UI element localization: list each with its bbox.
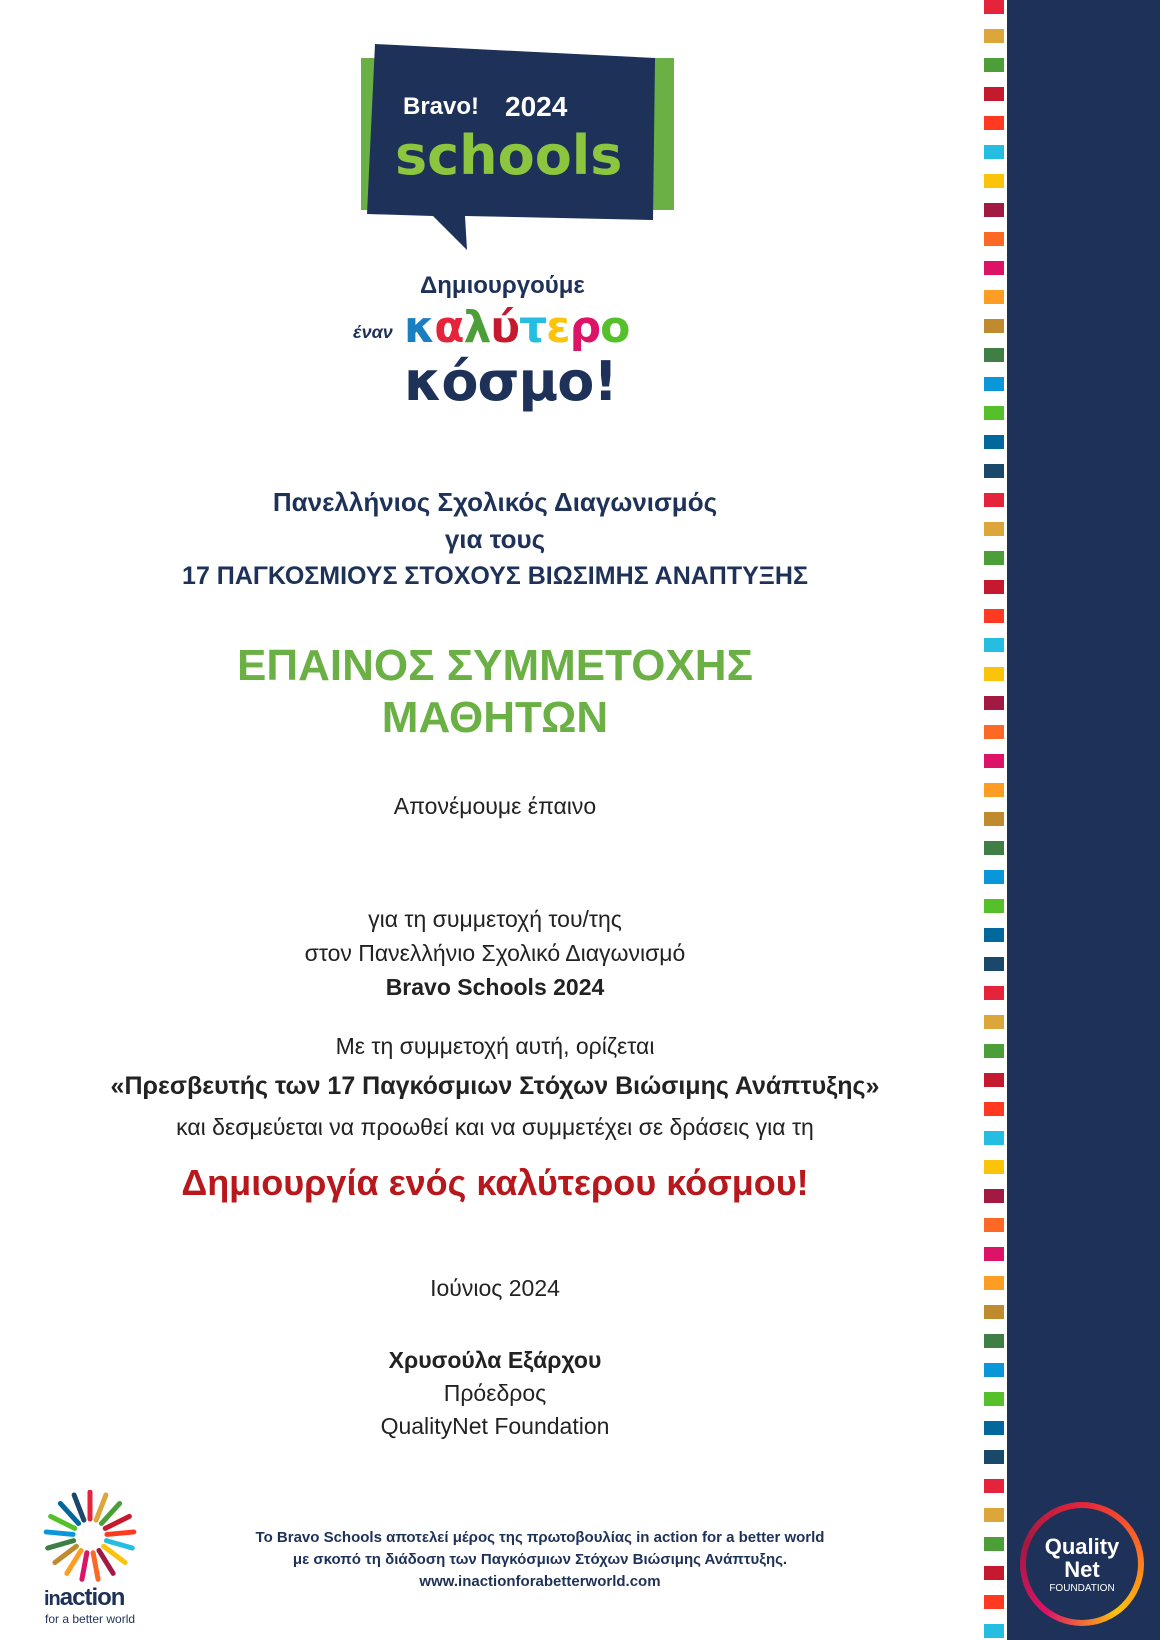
participation-line2: στον Πανελλήνιο Σχολικό Διαγωνισμό xyxy=(304,940,686,966)
sdg-stripe xyxy=(984,1566,1006,1580)
footer-line2: με σκοπό τη διάδοση των Παγκόσμιων Στόχων Βιώσιμης Ανάπτυξης. xyxy=(292,1551,788,1568)
inaction-tagline: for a better world xyxy=(45,1612,136,1626)
sdg-stripe xyxy=(984,87,1006,101)
sdg-stripe xyxy=(984,203,1006,217)
sdg-stripe xyxy=(984,232,1006,246)
award-title xyxy=(0,640,990,744)
sdg-stripe xyxy=(984,174,1006,188)
sdg-stripe xyxy=(984,1595,1006,1609)
sdg-stripe xyxy=(984,261,1006,275)
slogan-letter: ο xyxy=(600,302,630,353)
sdg-stripe xyxy=(984,435,1006,449)
better-world-slogan: Δημιουργία ενός καλύτερου κόσμου! xyxy=(181,1162,809,1203)
sdg-stripe xyxy=(984,290,1006,304)
ambassador-title: «Πρεσβευτής των 17 Παγκόσμιων Στόχων Βιώσιμης Ανάπτυξης» xyxy=(110,1072,880,1100)
sdg-stripe xyxy=(984,754,1006,768)
qualitynet-logo xyxy=(1020,1502,1144,1626)
date-text: Ιούνιος 2024 xyxy=(430,1275,560,1301)
award-title-line2: ΜΑΘΗΤΩΝ xyxy=(381,693,609,742)
sdg-stripe xyxy=(984,319,1006,333)
sdg-stripe xyxy=(984,145,1006,159)
inaction-in: in xyxy=(44,1588,60,1610)
sdg-stripe xyxy=(984,1624,1006,1638)
signatory-role: Πρόεδρος xyxy=(443,1380,547,1406)
sdg-stripe xyxy=(984,1508,1006,1522)
slogan-letter: ε xyxy=(546,302,570,353)
logo-bravo-text: Bravo! xyxy=(403,93,480,120)
logo-schools-word: schools xyxy=(395,124,623,187)
sdg-stripe xyxy=(984,1305,1006,1319)
sunburst-ray xyxy=(107,1532,134,1534)
footer-line1: Το Bravo Schools αποτελεί μέρος της πρωτοβουλίας in action for a better world xyxy=(255,1529,825,1546)
slogan-letter: κ xyxy=(404,302,435,353)
sunburst-ray xyxy=(106,1541,132,1548)
inaction-logo-text xyxy=(44,1584,124,1612)
sdg-stripe xyxy=(984,1218,1006,1232)
sdg-stripe xyxy=(984,116,1006,130)
inaction-action: action xyxy=(59,1584,125,1611)
commitment-text: και δεσμεύεται να προωθεί και να συμμετέχει σε δράσεις για τη xyxy=(176,1114,814,1140)
sdg-stripe xyxy=(984,841,1006,855)
sunburst-ray xyxy=(96,1495,106,1520)
participation-line1: για τη συμμετοχή του/της xyxy=(368,906,622,932)
sunburst-ray xyxy=(46,1532,73,1534)
sdg-stripe xyxy=(984,1247,1006,1261)
sdg-stripe xyxy=(984,0,1006,14)
competition-name: Bravo Schools 2024 xyxy=(385,974,605,1000)
sdg-stripe xyxy=(984,609,1006,623)
sdg-stripe xyxy=(984,464,1006,478)
signatory-organization: QualityNet Foundation xyxy=(380,1413,610,1439)
sdg-stripe xyxy=(984,1479,1006,1493)
sdg-stripe xyxy=(984,29,1006,43)
slogan-letter: τ xyxy=(519,302,547,353)
sunburst-ray xyxy=(93,1553,98,1580)
qualitynet-foundation: FOUNDATION xyxy=(1049,1583,1115,1594)
footer-note xyxy=(200,1527,880,1593)
qualitynet-net: Net xyxy=(1064,1557,1100,1582)
sdg-stripe xyxy=(984,58,1006,72)
inaction-sunburst-icon xyxy=(40,1490,150,1590)
sdg-stripe xyxy=(984,1537,1006,1551)
sdg-stripe xyxy=(984,377,1006,391)
qualitynet-logo-inner xyxy=(1026,1508,1138,1620)
slogan-line1: Δημιουργούμε xyxy=(420,272,585,299)
sdg-stripe xyxy=(984,406,1006,420)
sdg-stripe xyxy=(984,348,1006,362)
bravo-schools-logo xyxy=(355,38,675,253)
sunburst-ray xyxy=(82,1553,87,1580)
slogan-kalytero xyxy=(404,302,629,353)
sdg-stripe xyxy=(984,1015,1006,1029)
sdg-stripe xyxy=(984,1450,1006,1464)
slogan-letter: α xyxy=(434,302,464,353)
slogan-letter: ύ xyxy=(490,302,520,353)
award-title-line1: ΕΠΑΙΝΟΣ ΣΥΜΜΕΤΟΧΗΣ xyxy=(237,641,753,690)
slogan-letter: ρ xyxy=(569,302,601,353)
slogan-enan: έναν xyxy=(353,322,393,342)
sdg-stripe xyxy=(984,1334,1006,1348)
footer-website[interactable]: www.inactionforabetterworld.com xyxy=(419,1573,661,1590)
signatory-name: Χρυσούλα Εξάρχου xyxy=(388,1347,602,1373)
competition-subtitle: για τους xyxy=(444,524,546,554)
logo-year: 2024 xyxy=(505,91,568,122)
competition-title: Πανελλήνιος Σχολικός Διαγωνισμός xyxy=(272,487,718,517)
qualitynet-quality: Quality xyxy=(1044,1534,1120,1559)
sdg-stripe xyxy=(984,870,1006,884)
awarded-text: Απονέμουμε έπαινο xyxy=(393,793,597,819)
slogan-letter: λ xyxy=(463,302,491,353)
slogan-kosmo: κόσμο! xyxy=(404,350,617,413)
designated-text: Με τη συμμετοχή αυτή, ορίζεται xyxy=(335,1033,655,1059)
sdg-heading: 17 ΠΑΓΚΟΣΜΙΟΥΣ ΣΤΟΧΟΥΣ ΒΙΩΣΙΜΗΣ ΑΝΑΠΤΥΞΗΣ xyxy=(182,562,808,590)
navy-side-band xyxy=(1007,0,1160,1640)
sunburst-ray xyxy=(48,1541,74,1548)
sunburst-ray xyxy=(74,1495,84,1520)
